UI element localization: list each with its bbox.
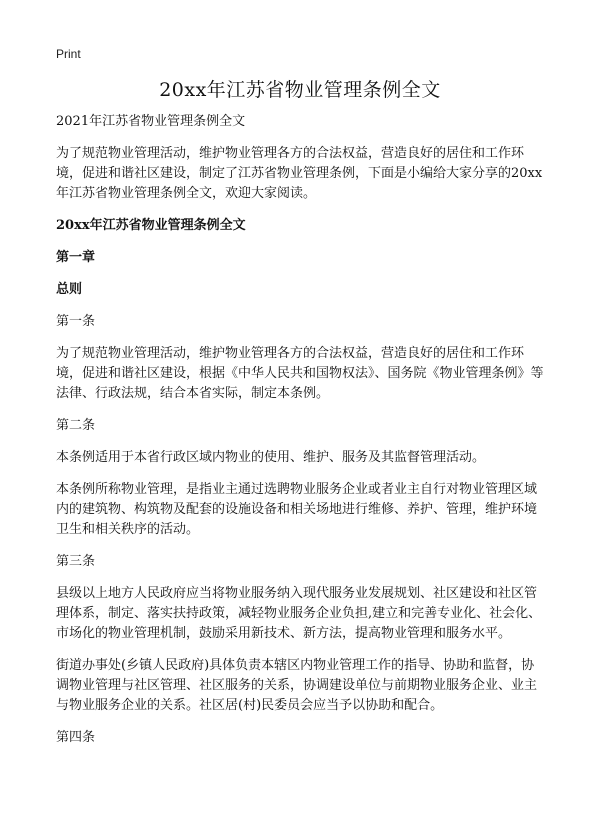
section-heading: 20xx年江苏省物业管理条例全文 (56, 218, 246, 233)
article-label: 第四条 (56, 730, 96, 745)
document-title: 20xx年江苏省物业管理条例全文 (159, 79, 441, 101)
chapter-title: 总则 (56, 282, 83, 297)
article-label: 第一条 (56, 314, 96, 329)
article-label: 第二条 (56, 418, 96, 433)
intro-paragraph: 为了规范物业管理活动，维护物业管理各方的合法权益，营造良好的居住和工作环境，促进和谐社区建设，制定了江苏省物业管理条例，下面是小编给大家分享的20xx年江苏省物业管理条例全文，欢迎大家阅读。 (56, 146, 543, 201)
article-paragraph: 为了规范物业管理活动，维护物业管理各方的合法权益，营造良好的居住和工作环境，促进和谐社区建设，根据《中华人民共和国物权法》、国务院《物业管理条例》等法律、行政法规，结合本省实际，制定本条例。 (56, 346, 544, 401)
article-label: 第三条 (56, 554, 96, 569)
print-label: Print (56, 47, 81, 61)
article-paragraph: 街道办事处(乡镇人民政府)具体负责本辖区内物业管理工作的指导、协助和监督，协调物业管理与社区管理、社区服务的关系，协调建设单位与前期物业服务企业、业主与物业服务企业的关系。社区居(村)民委员会应当予以协助和配合。 (56, 658, 538, 713)
article-paragraph: 县级以上地方人民政府应当将物业服务纳入现代服务业发展规划、社区建设和社区管理体系，制定、落实扶持政策，减轻物业服务企业负担,建立和完善专业化、社会化、市场化的物业管理机制，鼓励采用新技术、新方法，提高物业管理和服务水平。 (56, 586, 542, 641)
chapter-heading: 第一章 (56, 250, 96, 265)
article-paragraph: 本条例适用于本省行政区域内物业的使用、维护、服务及其监督管理活动。 (56, 450, 486, 465)
article-paragraph: 本条例所称物业管理，是指业主通过选聘物业服务企业或者业主自行对物业管理区域内的建筑物、构筑物及配套的设施设备和相关场地进行维修、养护、管理，维护环境卫生和相关秩序的活动。 (56, 482, 538, 537)
document-subtitle: 2021年江苏省物业管理条例全文 (56, 114, 246, 129)
